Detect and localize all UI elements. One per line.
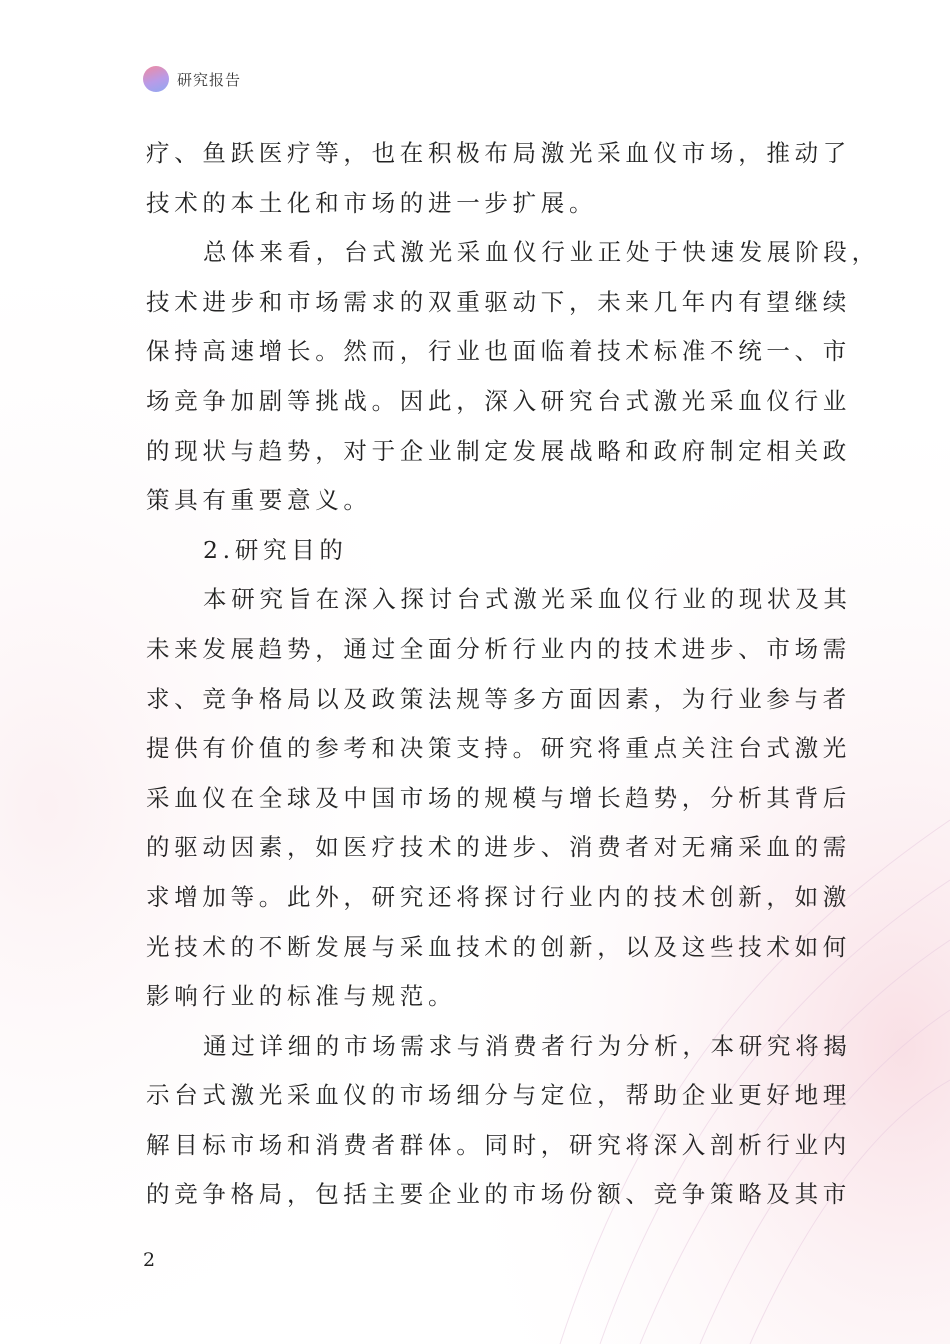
section-heading: 2.研究目的: [203, 535, 348, 564]
text-line: 求、竞争格局以及政策法规等多方面因素，为行业参与者: [146, 684, 851, 713]
text-line: 通过详细的市场需求与消费者行为分析，本研究将揭: [203, 1031, 852, 1060]
text-line: 场竞争加剧等挑战。因此，深入研究台式激光采血仪行业: [146, 386, 851, 415]
report-header: [143, 66, 241, 92]
page-number: 2: [143, 1249, 156, 1271]
text-line: 的竞争格局，包括主要企业的市场份额、竞争策略及其市: [146, 1180, 851, 1209]
text-line: 策具有重要意义。: [146, 486, 372, 515]
text-line: 技术进步和市场需求的双重驱动下，未来几年内有望继续: [146, 287, 851, 316]
text-line: 的现状与趋势，对于企业制定发展战略和政府制定相关政: [146, 436, 851, 465]
text-line: 疗、鱼跃医疗等，也在积极布局激光采血仪市场，推动了: [146, 139, 851, 167]
text-line: 采血仪在全球及中国市场的规模与增长趋势，分析其背后: [146, 783, 851, 812]
text-line: 的驱动因素，如医疗技术的进步、消费者对无痛采血的需: [146, 833, 851, 862]
text-line: 提供有价值的参考和决策支持。研究将重点关注台式激光: [146, 734, 851, 763]
text-line: 影响行业的标准与规范。: [146, 982, 457, 1011]
text-line: 未来发展趋势，通过全面分析行业内的技术进步、市场需: [146, 634, 851, 663]
header-title: 研究报告: [177, 70, 242, 89]
report-logo-icon: [143, 66, 169, 92]
text-line: 解目标市场和消费者群体。同时，研究将深入剖析行业内: [146, 1130, 851, 1159]
text-line: 保持高速增长。然而，行业也面临着技术标准不统一、市: [146, 337, 851, 366]
text-line: 技术的本土化和市场的进一步扩展。: [146, 188, 598, 217]
text-line: 光技术的不断发展与采血技术的创新，以及这些技术如何: [146, 932, 851, 961]
text-line: 本研究旨在深入探讨台式激光采血仪行业的现状及其: [203, 585, 852, 614]
body-text: [146, 129, 880, 1220]
text-line: 示台式激光采血仪的市场细分与定位，帮助企业更好地理: [146, 1081, 851, 1110]
text-line: 总体来看，台式激光采血仪行业正处于快速发展阶段，: [203, 238, 880, 267]
text-line: 求增加等。此外，研究还将探讨行业内的技术创新，如激: [146, 882, 851, 911]
